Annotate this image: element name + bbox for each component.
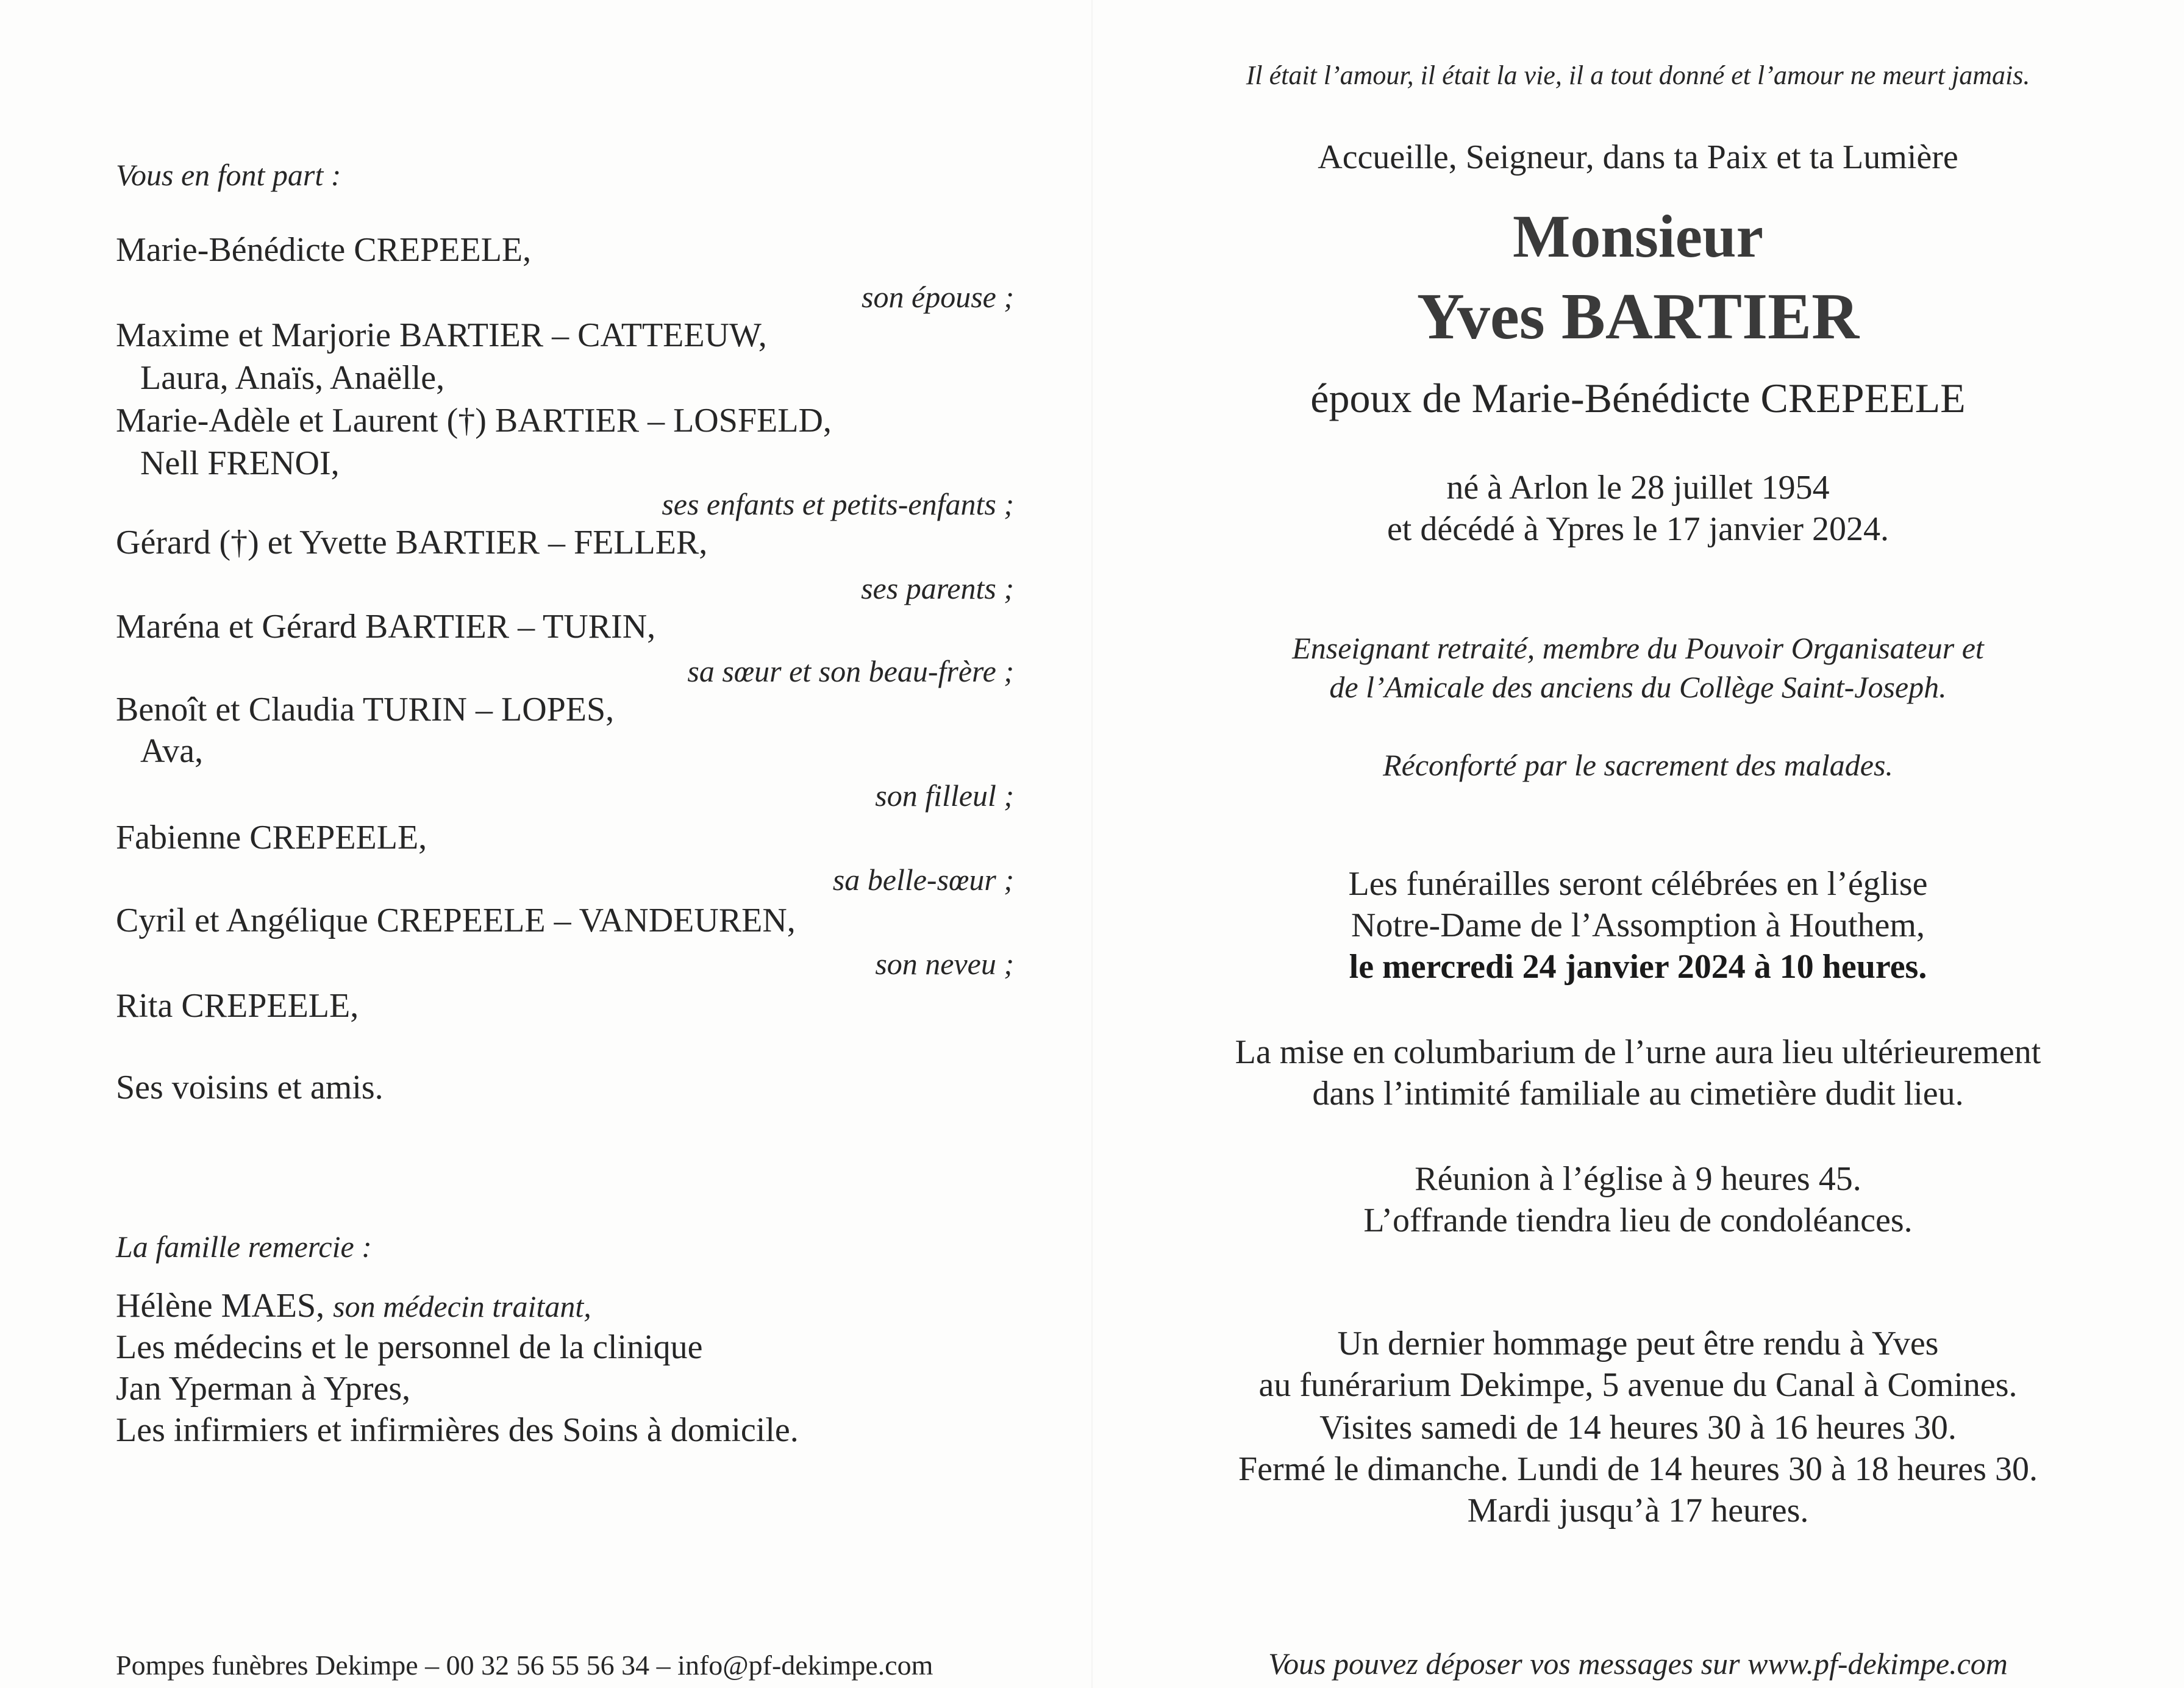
prayer-line: Accueille, Seigneur, dans ta Paix et ta Lumière xyxy=(1318,138,1958,176)
thanks-heading: La famille remercie : xyxy=(116,1230,372,1264)
family-line: Fabienne CREPEELE, xyxy=(116,819,427,856)
meeting-line: Réunion à l’église à 9 heures 45. xyxy=(1415,1160,1861,1198)
tribute-line: Fermé le dimanche. Lundi de 14 heures 30 à 18 heures 30. xyxy=(1238,1450,2038,1488)
sacrament-line: Réconforté par le sacrement des malades. xyxy=(1383,748,1893,782)
family-line: Cyril et Angélique CREPEELE – VANDEUREN, xyxy=(116,902,796,939)
family-line: Marie-Bénédicte CREPEELE, xyxy=(116,231,532,269)
tribute-line: Mardi jusqu’à 17 heures. xyxy=(1467,1492,1809,1530)
deceased-title: Monsieur xyxy=(1512,202,1764,270)
thanks-line xyxy=(116,1286,591,1325)
family-role: son épouse ; xyxy=(862,280,1014,314)
family-line: Maxime et Marjorie BARTIER – CATTEEUW, xyxy=(116,316,767,354)
family-role: son neveu ; xyxy=(875,947,1014,981)
death-line: et décédé à Ypres le 17 janvier 2024. xyxy=(1386,510,1890,548)
urn-line: dans l’intimité familiale au cimetière dudit lieu. xyxy=(1312,1075,1964,1113)
family-line: Gérard (†) et Yvette BARTIER – FELLER, xyxy=(116,524,708,561)
meeting-line: L’offrande tiendra lieu de condoléances. xyxy=(1363,1202,1913,1239)
doctor-role: son médecin traitant, xyxy=(333,1289,591,1323)
family-line: Rita CREPEELE, xyxy=(116,987,359,1025)
family-line: Benoît et Claudia TURIN – LOPES, xyxy=(116,691,615,728)
thanks-line: Les médecins et le personnel de la clinique xyxy=(116,1328,703,1366)
funeral-line: Notre-Dame de l’Assomption à Houthem, xyxy=(1351,906,1925,944)
funeral-line: Les funérailles seront célébrées en l’église xyxy=(1348,865,1928,903)
family-role: sa sœur et son beau-frère ; xyxy=(687,654,1014,688)
family-role: sa belle-sœur ; xyxy=(832,863,1014,897)
doctor-name: Hélène MAES, xyxy=(116,1287,325,1325)
condolence-website: Vous pouvez déposer vos messages sur www.pf-dekimpe.com xyxy=(1268,1647,2008,1681)
family-line: Laura, Anaïs, Anaëlle, xyxy=(140,359,445,397)
tribute-line: Un dernier hommage peut être rendu à Yves xyxy=(1337,1325,1939,1362)
family-role: son filleul ; xyxy=(875,778,1014,813)
family-role: ses enfants et petits-enfants ; xyxy=(662,487,1014,521)
funeral-home-contact: Pompes funèbres Dekimpe – 00 32 56 55 56 34 – info@pf-dekimpe.com xyxy=(116,1650,933,1681)
family-line: Maréna et Gérard BARTIER – TURIN, xyxy=(116,608,656,646)
family-line: Nell FRENOI, xyxy=(140,444,340,482)
urn-line: La mise en columbarium de l’urne aura lieu ultérieurement xyxy=(1235,1033,2041,1071)
family-line: Ava, xyxy=(140,732,204,770)
birth-line: né à Arlon le 28 juillet 1954 xyxy=(1446,469,1830,507)
family-role: ses parents ; xyxy=(861,571,1014,605)
deceased-name: Yves BARTIER xyxy=(1416,280,1860,353)
epigraph-quote: Il était l’amour, il était la vie, il a tout donné et l’amour ne meurt jamais. xyxy=(1246,60,2030,90)
thanks-line: Les infirmiers et infirmières des Soins à domicile. xyxy=(116,1411,799,1449)
occupation-line: Enseignant retraité, membre du Pouvoir Organisateur et xyxy=(1292,631,1984,665)
right-page xyxy=(1092,0,2184,1688)
family-line: Marie-Adèle et Laurent (†) BARTIER – LOSFELD, xyxy=(116,402,832,440)
spouse-line: époux de Marie-Bénédicte CREPEELE xyxy=(1310,375,1966,421)
thanks-line: Jan Yperman à Ypres, xyxy=(116,1370,411,1408)
intro-heading: Vous en font part : xyxy=(116,158,341,192)
family-line: Ses voisins et amis. xyxy=(116,1069,384,1106)
tribute-line: Visites samedi de 14 heures 30 à 16 heures 30. xyxy=(1319,1409,1957,1447)
funeral-date: le mercredi 24 janvier 2024 à 10 heures. xyxy=(1349,948,1927,986)
occupation-line: de l’Amicale des anciens du Collège Saint-Joseph. xyxy=(1329,670,1947,704)
tribute-line: au funérarium Dekimpe, 5 avenue du Canal à Comines. xyxy=(1258,1366,2018,1404)
